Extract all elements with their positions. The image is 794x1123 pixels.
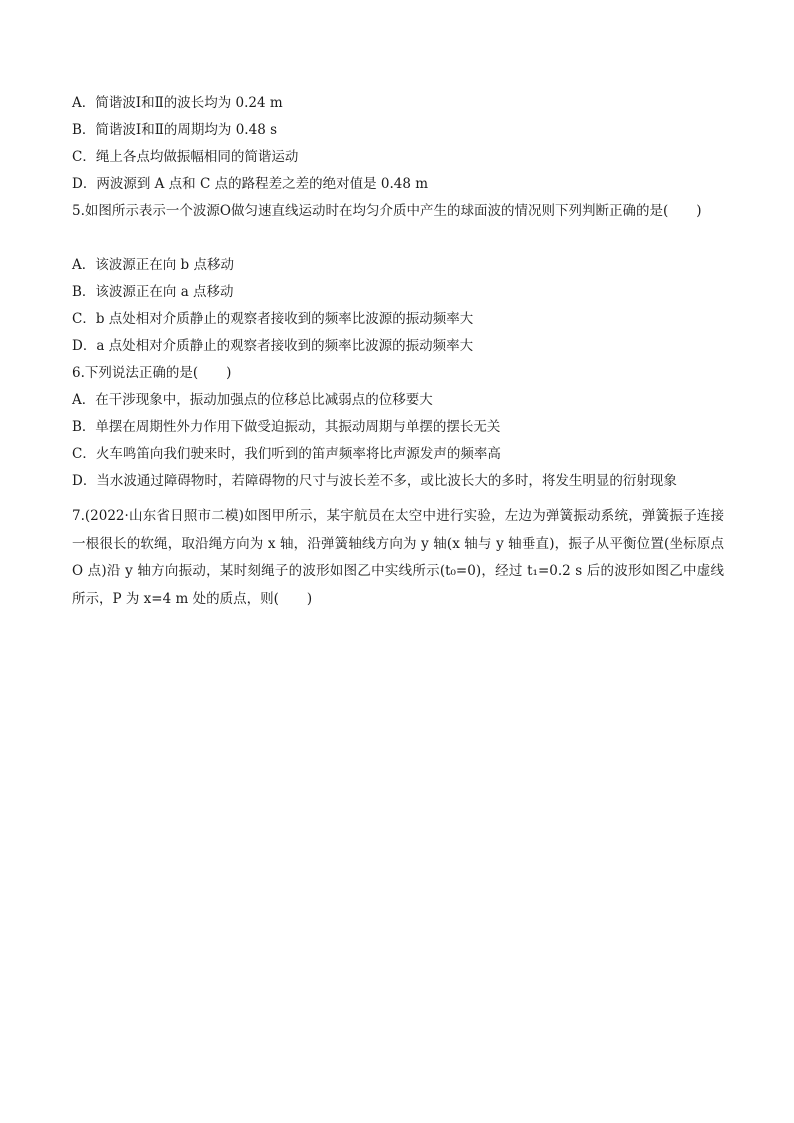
q4-option-a: A．简谐波Ⅰ和Ⅱ的波长均为 0.24 m xyxy=(72,95,283,111)
q4-option-c: C．绳上各点均做振幅相同的简谐运动 xyxy=(72,149,299,165)
q5-stem-text: 5.如图所示表示一个波源O做匀速直线运动时在均匀介质中产生的球面波的情况则下列判断正确的是( xyxy=(72,203,669,219)
q5-option-b: B．该波源正在向 a 点移动 xyxy=(72,284,234,300)
q5-option-d: D．a 点处相对介质静止的观察者接收到的频率比波源的振动频率大 xyxy=(72,338,474,354)
q4-option-b: B．简谐波Ⅰ和Ⅱ的周期均为 0.48 s xyxy=(72,122,277,138)
q5-stem xyxy=(72,202,702,220)
q6-stem-end: ) xyxy=(226,365,232,381)
q7-text-end: ) xyxy=(306,590,313,607)
q6-stem-text: 6.下列说法正确的是( xyxy=(72,365,199,381)
q5-option-a: A．该波源正在向 b 点移动 xyxy=(72,257,234,273)
q6-option-d: D．当水波通过障碍物时，若障碍物的尺寸与波长差不多，或比波长大的多时，将发生明显的衍射现象 xyxy=(72,473,677,489)
q6-option-c: C．火车鸣笛向我们驶来时，我们听到的笛声频率将比声源发声的频率高 xyxy=(72,446,501,462)
q5-stem-end: ) xyxy=(696,203,702,219)
q6-option-b: B．单摆在周期性外力作用下做受迫振动，其振动周期与单摆的摆长无关 xyxy=(72,419,501,435)
q4-option-d: D．两波源到 A 点和 C 点的路程差之差的绝对值是 0.48 m xyxy=(72,176,429,192)
q7-text-block xyxy=(72,503,724,613)
q6-option-a: A．在干涉现象中，振动加强点的位移总比减弱点的位移要大 xyxy=(72,392,433,408)
q5-option-c: C．b 点处相对介质静止的观察者接收到的频率比波源的振动频率大 xyxy=(72,311,474,327)
q6-stem xyxy=(72,364,231,382)
q7-text: 7.(2022·山东省日照市二模)如图甲所示，某宇航员在太空中进行实验，左边为弹簧振动系统，弹簧振子连接一根很长的软绳，取沿绳方向为 x 轴，沿弹簧轴线方向为 y 轴(x 轴与 y 轴垂直)，振子从平衡位置(坐标原点 O 点)沿 y 轴方向振动，某时刻绳子的波形如图乙中实线所示(t₀=0)，经过 t₁=0.2 s 后的波形如图乙中虚线所示，P 为 x=4 m 处的质点，则( xyxy=(72,508,724,607)
